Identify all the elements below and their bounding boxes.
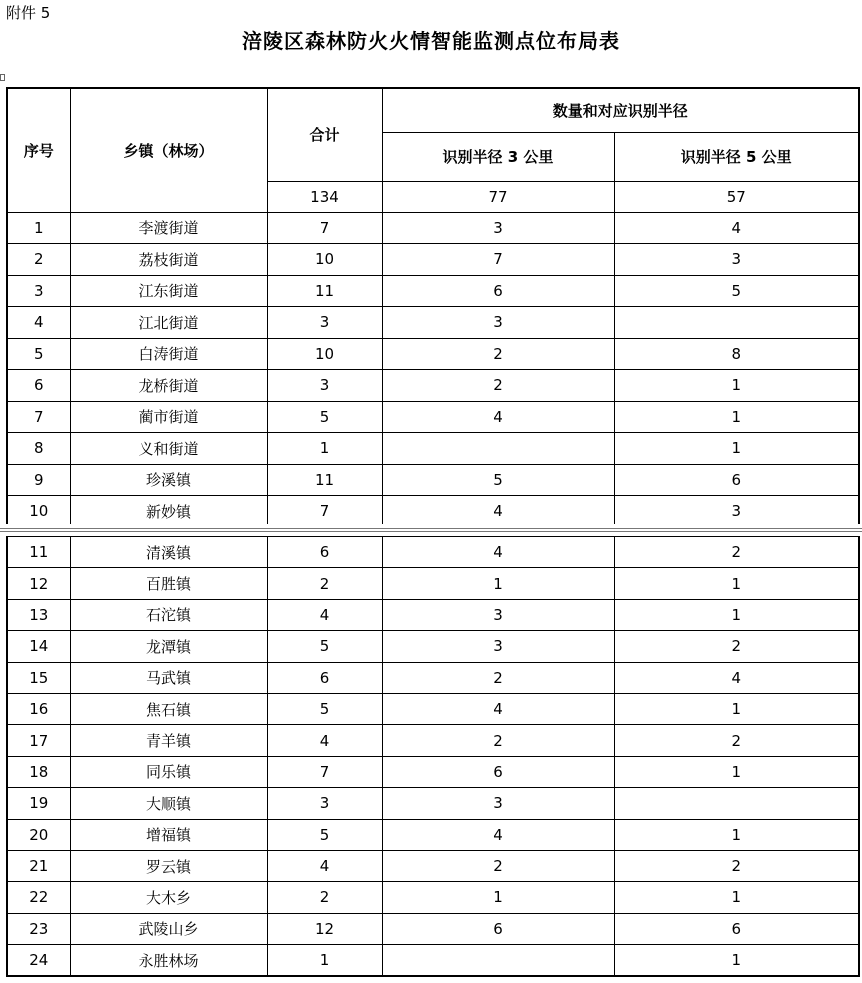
row-radius-5km: 6 <box>614 464 859 496</box>
row-total: 4 <box>267 725 382 756</box>
row-radius-3km: 3 <box>382 599 614 630</box>
row-radius-3km: 6 <box>382 275 614 307</box>
row-town: 白涛街道 <box>70 338 267 370</box>
row-total: 10 <box>267 244 382 276</box>
row-total: 7 <box>267 756 382 787</box>
row-radius-5km: 2 <box>614 631 859 662</box>
row-radius-3km: 2 <box>382 725 614 756</box>
row-number: 2 <box>7 244 70 276</box>
row-total: 7 <box>267 496 382 527</box>
table-anchor-marker <box>0 74 5 81</box>
attachment-label: 附件 5 <box>6 4 51 22</box>
table-row <box>7 433 859 465</box>
header-radius-5km: 识别半径 5 公里 <box>614 132 859 181</box>
row-town: 百胜镇 <box>70 568 267 599</box>
row-town: 罗云镇 <box>70 850 267 881</box>
row-radius-3km: 4 <box>382 401 614 433</box>
row-town: 同乐镇 <box>70 756 267 787</box>
row-number: 5 <box>7 338 70 370</box>
row-radius-5km: 1 <box>614 693 859 724</box>
table-row <box>7 370 859 402</box>
row-radius-5km: 8 <box>614 338 859 370</box>
row-radius-3km: 2 <box>382 850 614 881</box>
row-town: 义和街道 <box>70 433 267 465</box>
table-row <box>7 662 859 693</box>
row-radius-3km: 2 <box>382 338 614 370</box>
row-radius-5km: 1 <box>614 401 859 433</box>
row-town: 武陵山乡 <box>70 913 267 944</box>
row-town: 永胜林场 <box>70 945 267 977</box>
row-number: 10 <box>7 496 70 527</box>
row-radius-3km: 6 <box>382 756 614 787</box>
table-row <box>7 631 859 662</box>
row-number: 16 <box>7 693 70 724</box>
table-row <box>7 275 859 307</box>
row-total: 3 <box>267 370 382 402</box>
row-number: 19 <box>7 788 70 819</box>
row-number: 21 <box>7 850 70 881</box>
row-town: 江东街道 <box>70 275 267 307</box>
row-number: 12 <box>7 568 70 599</box>
row-town: 珍溪镇 <box>70 464 267 496</box>
row-total: 2 <box>267 568 382 599</box>
row-radius-3km: 4 <box>382 819 614 850</box>
row-radius-5km: 1 <box>614 599 859 630</box>
row-total: 5 <box>267 631 382 662</box>
row-radius-3km: 1 <box>382 568 614 599</box>
row-total: 11 <box>267 464 382 496</box>
row-number: 4 <box>7 307 70 339</box>
row-town: 大木乡 <box>70 882 267 913</box>
row-town: 李渡街道 <box>70 212 267 244</box>
table-row <box>7 882 859 913</box>
row-total: 11 <box>267 275 382 307</box>
row-number: 23 <box>7 913 70 944</box>
table-row <box>7 568 859 599</box>
row-total: 5 <box>267 693 382 724</box>
row-radius-5km: 1 <box>614 568 859 599</box>
table-row <box>7 464 859 496</box>
row-radius-3km <box>382 433 614 465</box>
row-radius-5km: 4 <box>614 212 859 244</box>
row-radius-3km: 1 <box>382 882 614 913</box>
row-radius-3km: 2 <box>382 662 614 693</box>
table-row <box>7 819 859 850</box>
row-total: 4 <box>267 599 382 630</box>
row-total: 12 <box>267 913 382 944</box>
table-row <box>7 212 859 244</box>
row-number: 18 <box>7 756 70 787</box>
table-row <box>7 244 859 276</box>
row-number: 3 <box>7 275 70 307</box>
row-radius-5km: 1 <box>614 756 859 787</box>
row-radius-5km <box>614 307 859 339</box>
row-radius-3km: 4 <box>382 496 614 527</box>
row-radius-5km: 3 <box>614 496 859 527</box>
row-number: 14 <box>7 631 70 662</box>
row-number: 17 <box>7 725 70 756</box>
row-number: 6 <box>7 370 70 402</box>
row-radius-5km: 2 <box>614 850 859 881</box>
row-number: 11 <box>7 537 70 568</box>
row-total: 3 <box>267 307 382 339</box>
table-row <box>7 599 859 630</box>
row-radius-3km: 3 <box>382 212 614 244</box>
monitoring-table-part2 <box>6 536 860 977</box>
row-radius-3km: 3 <box>382 307 614 339</box>
row-total: 1 <box>267 433 382 465</box>
header-town: 乡镇（林场） <box>70 88 267 212</box>
page-break-gap <box>0 524 862 536</box>
row-town: 荔枝街道 <box>70 244 267 276</box>
row-town: 江北街道 <box>70 307 267 339</box>
row-town: 青羊镇 <box>70 725 267 756</box>
table-row <box>7 850 859 881</box>
row-number: 8 <box>7 433 70 465</box>
row-total: 5 <box>267 819 382 850</box>
table-row <box>7 913 859 944</box>
row-number: 7 <box>7 401 70 433</box>
table-row <box>7 537 859 568</box>
header-seq: 序号 <box>7 88 70 212</box>
row-number: 9 <box>7 464 70 496</box>
row-total: 6 <box>267 537 382 568</box>
row-radius-5km <box>614 788 859 819</box>
row-radius-5km: 1 <box>614 433 859 465</box>
row-total: 7 <box>267 212 382 244</box>
table-row <box>7 945 859 977</box>
row-radius-5km: 3 <box>614 244 859 276</box>
row-total: 10 <box>267 338 382 370</box>
row-town: 焦石镇 <box>70 693 267 724</box>
row-radius-3km: 3 <box>382 631 614 662</box>
table-row <box>7 401 859 433</box>
row-number: 13 <box>7 599 70 630</box>
row-radius-5km: 1 <box>614 945 859 977</box>
totals-total: 134 <box>267 181 382 212</box>
table-row <box>7 756 859 787</box>
table-row <box>7 307 859 339</box>
row-number: 1 <box>7 212 70 244</box>
header-group: 数量和对应识别半径 <box>382 88 859 132</box>
row-radius-5km: 2 <box>614 725 859 756</box>
row-radius-3km <box>382 945 614 977</box>
row-town: 清溪镇 <box>70 537 267 568</box>
row-town: 龙桥街道 <box>70 370 267 402</box>
row-town: 龙潭镇 <box>70 631 267 662</box>
row-total: 6 <box>267 662 382 693</box>
row-town: 马武镇 <box>70 662 267 693</box>
row-town: 大顺镇 <box>70 788 267 819</box>
header-radius-3km: 识别半径 3 公里 <box>382 132 614 181</box>
row-radius-3km: 6 <box>382 913 614 944</box>
row-radius-3km: 5 <box>382 464 614 496</box>
row-radius-3km: 7 <box>382 244 614 276</box>
monitoring-table-part1 <box>6 87 860 527</box>
row-town: 新妙镇 <box>70 496 267 527</box>
row-radius-5km: 1 <box>614 370 859 402</box>
table-row <box>7 693 859 724</box>
totals-radius-3km: 77 <box>382 181 614 212</box>
totals-radius-5km: 57 <box>614 181 859 212</box>
row-total: 5 <box>267 401 382 433</box>
row-number: 15 <box>7 662 70 693</box>
row-radius-3km: 4 <box>382 693 614 724</box>
row-total: 1 <box>267 945 382 977</box>
header-total: 合计 <box>267 88 382 181</box>
row-radius-5km: 1 <box>614 819 859 850</box>
row-number: 22 <box>7 882 70 913</box>
table-row <box>7 338 859 370</box>
row-number: 20 <box>7 819 70 850</box>
row-town: 石沱镇 <box>70 599 267 630</box>
row-total: 3 <box>267 788 382 819</box>
row-total: 4 <box>267 850 382 881</box>
table-row <box>7 496 859 527</box>
row-radius-3km: 2 <box>382 370 614 402</box>
row-radius-5km: 5 <box>614 275 859 307</box>
row-radius-3km: 4 <box>382 537 614 568</box>
row-number: 24 <box>7 945 70 977</box>
table-row <box>7 788 859 819</box>
document-title: 涪陵区森林防火火情智能监测点位布局表 <box>242 29 620 53</box>
row-total: 2 <box>267 882 382 913</box>
table-row <box>7 725 859 756</box>
row-radius-5km: 2 <box>614 537 859 568</box>
row-town: 增福镇 <box>70 819 267 850</box>
row-radius-3km: 3 <box>382 788 614 819</box>
row-town: 蔺市街道 <box>70 401 267 433</box>
row-radius-5km: 1 <box>614 882 859 913</box>
row-radius-5km: 6 <box>614 913 859 944</box>
row-radius-5km: 4 <box>614 662 859 693</box>
